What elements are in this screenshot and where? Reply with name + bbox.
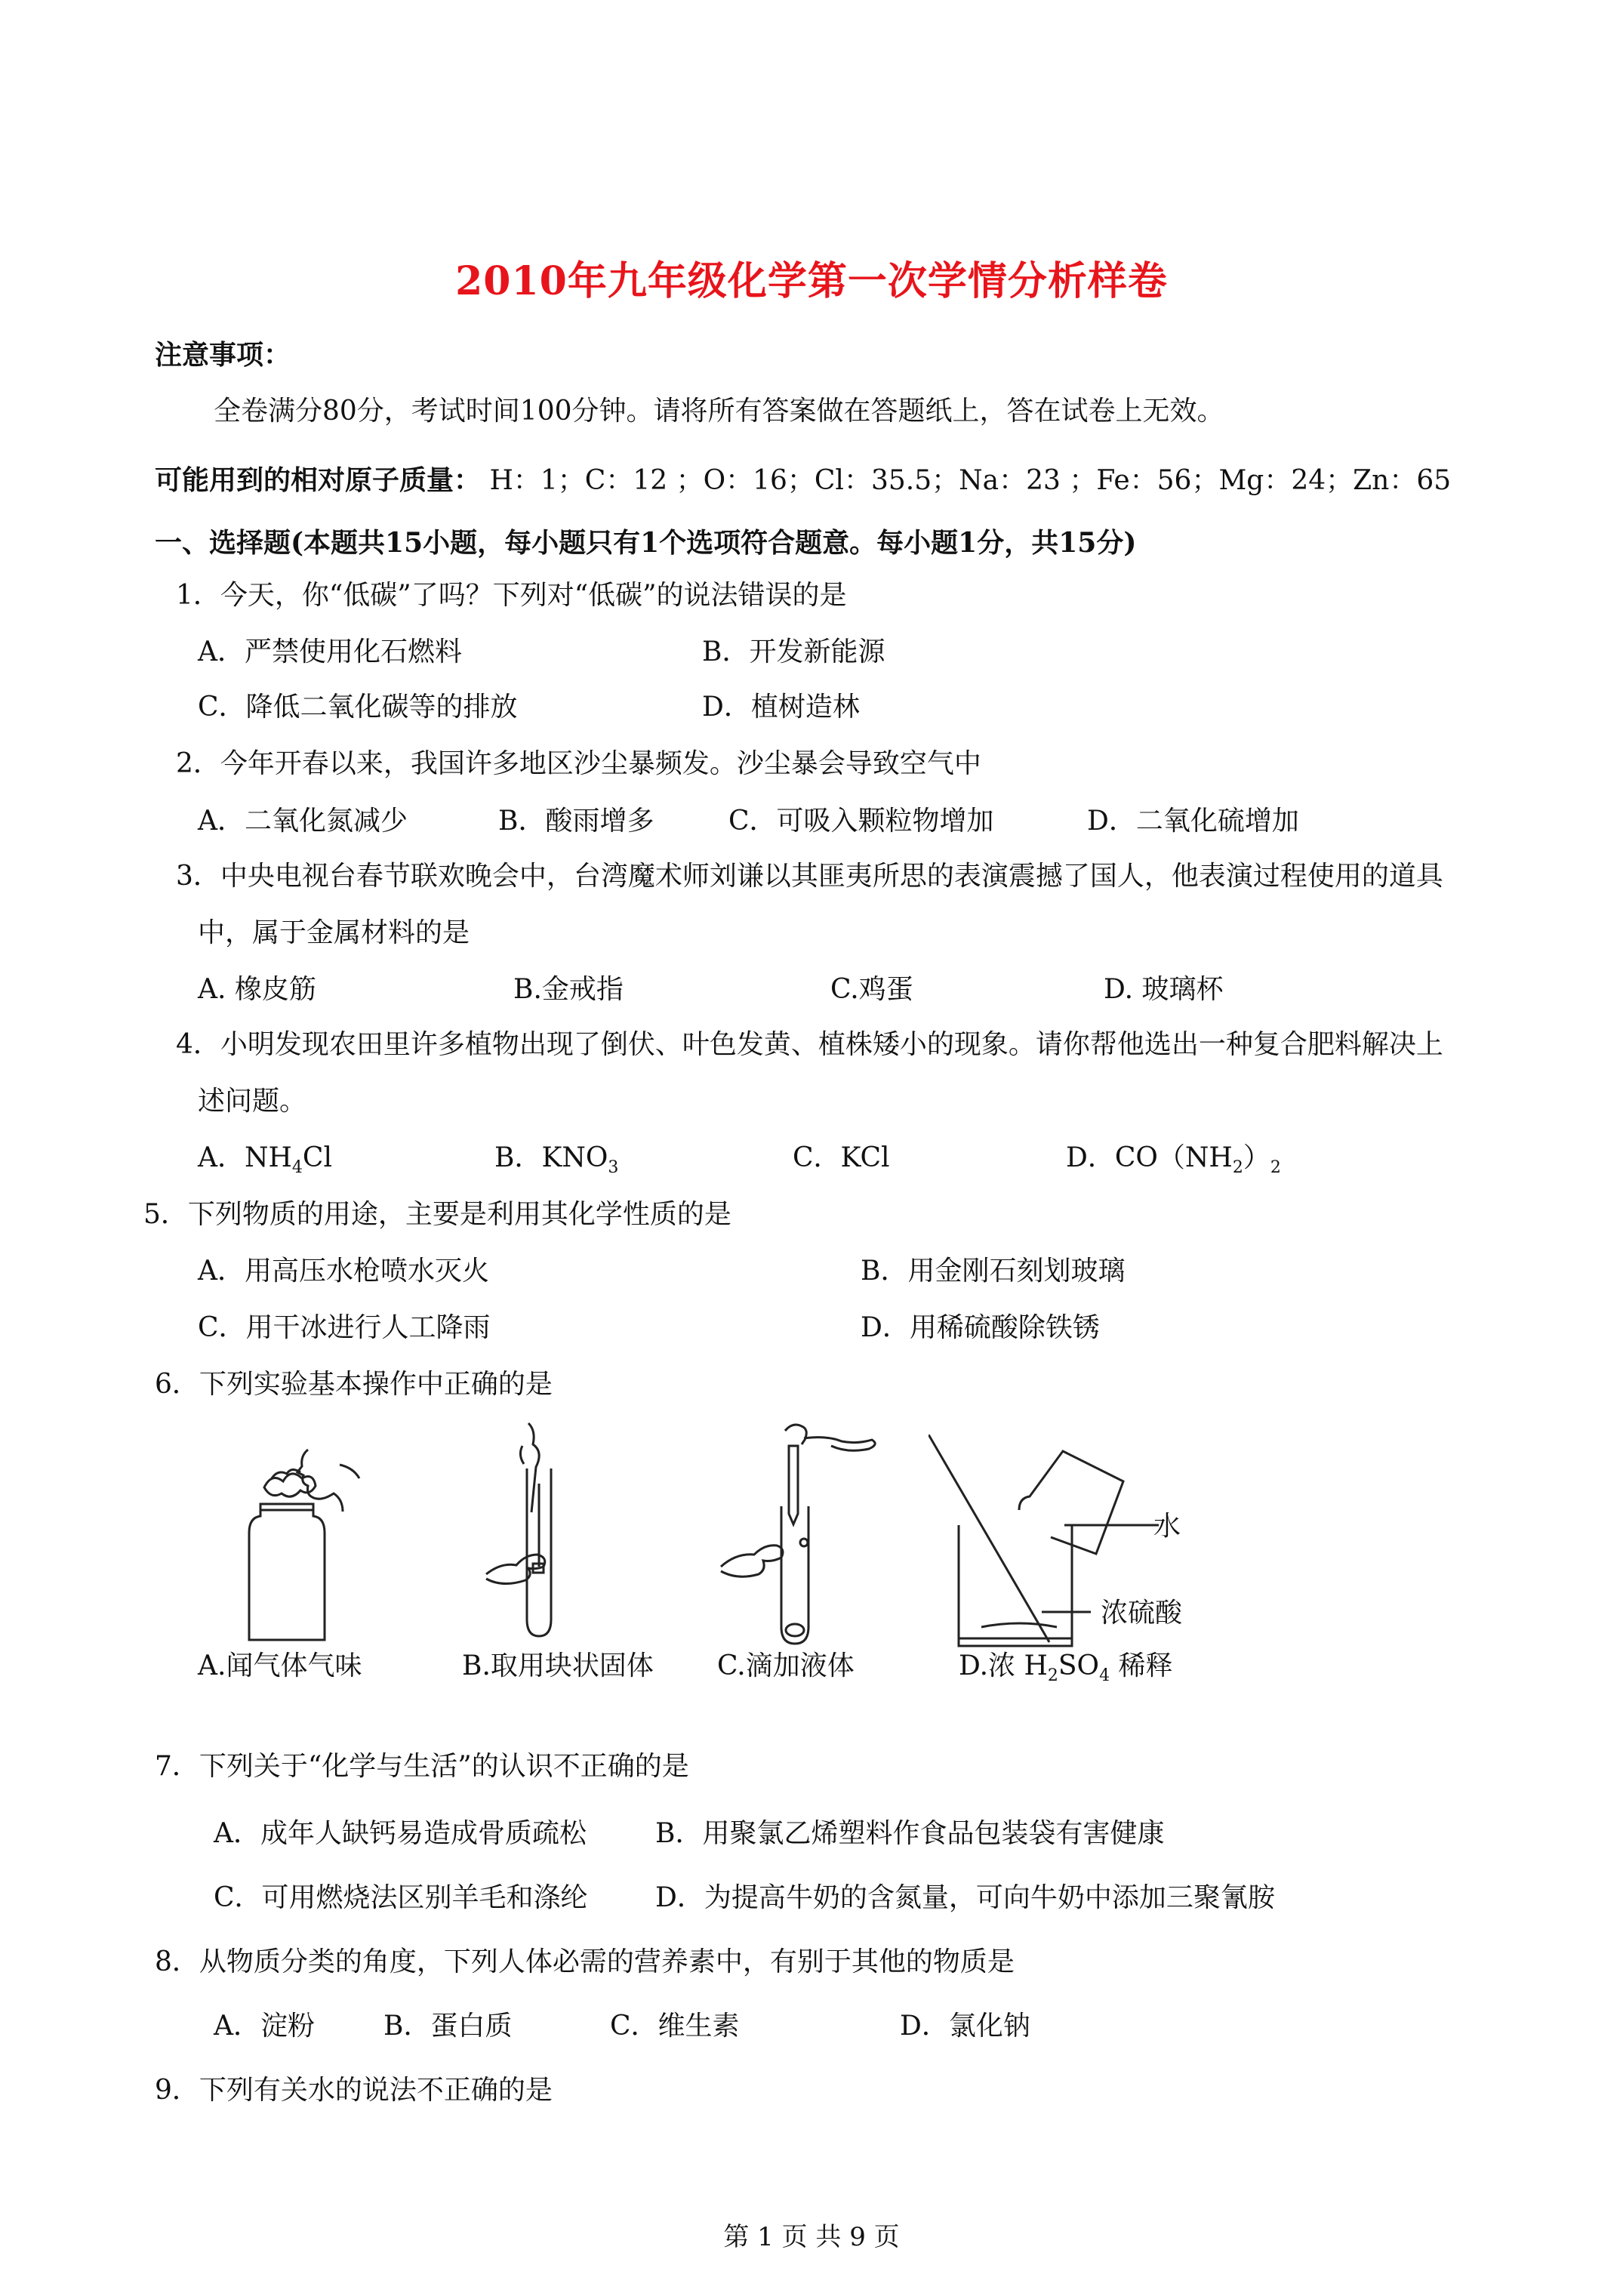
notice-heading: 注意事项：	[155, 339, 291, 371]
q2-option-a: A．二氧化氮减少	[198, 806, 408, 837]
q2-option-d: D．二氧化硫增加	[1087, 806, 1299, 837]
figure-d-label-acid: 浓硫酸	[1101, 1598, 1183, 1629]
q4-option-a: A．$NH_4Cl$	[198, 1142, 332, 1178]
q3-option-b: B.金戒指	[513, 974, 624, 1005]
figure-c-dropper	[713, 1416, 895, 1657]
notice-body: 全卷满分80分，考试时间100分钟。请将所有答案做在答题纸上，答在试卷上无效。	[214, 396, 1224, 427]
q4-option-b: B．$KNO_3$	[494, 1142, 619, 1178]
q7-option-a: A．成年人缺钙易造成骨质疏松	[214, 1818, 587, 1849]
q4-stem-cont: 述问题。	[198, 1086, 307, 1117]
q7-stem: 7．下列关于“化学与生活”的认识不正确的是	[155, 1751, 689, 1782]
atomic-mass-values: H：1；C：12 ；O：16；Cl：35.5；Na：23 ；Fe：56；Mg：24；Zn：65	[489, 465, 1452, 496]
figure-d-caption: D.浓 $H_2SO_4$ 稀释	[959, 1650, 1173, 1686]
figure-a-smelling-gas	[226, 1435, 377, 1646]
q3-stem: 3．中央电视台春节联欢晚会中，台湾魔术师刘谦以其匪夷所思的表演震撼了国人，他表演过程使用的道具	[176, 861, 1443, 892]
atomic-mass-line	[155, 464, 1451, 498]
figure-b-solid-tube	[483, 1416, 589, 1650]
q1-stem: 1．今天，你“低碳”了吗？下列对“低碳”的说法错误的是	[176, 580, 847, 611]
q1-option-c: C．降低二氧化碳等的排放	[198, 692, 518, 723]
q8-option-b: B．蛋白质	[383, 2011, 513, 2042]
q8-option-d: D．氯化钠	[900, 2011, 1030, 2042]
figure-b-caption: B.取用块状固体	[462, 1650, 654, 1681]
q2-option-c: C．可吸入颗粒物增加	[728, 806, 994, 837]
q5-option-c: C．用干冰进行人工降雨	[198, 1312, 491, 1343]
q8-stem: 8．从物质分类的角度，下列人体必需的营养素中，有别于其他的物质是	[155, 1946, 1015, 1977]
atomic-mass-label: 可能用到的相对原子质量：	[155, 464, 482, 496]
q1-option-b: B．开发新能源	[702, 636, 885, 667]
q7-option-d: D．为提高牛奶的含氮量，可向牛奶中添加三聚氰胺	[655, 1882, 1275, 1913]
q5-option-b: B．用金刚石刻划玻璃	[861, 1256, 1126, 1287]
figure-a-caption: A.闻气体气味	[198, 1650, 362, 1681]
q9-stem: 9．下列有关水的说法不正确的是	[155, 2075, 553, 2106]
q5-option-a: A．用高压水枪喷水灭火	[198, 1256, 489, 1287]
page-title: 2010年九年级化学第一次学情分析样卷	[455, 258, 1168, 304]
figure-d-label-water: 水	[1153, 1511, 1181, 1542]
q3-stem-cont: 中，属于金属材料的是	[198, 917, 470, 948]
q8-option-c: C．维生素	[610, 2011, 740, 2042]
q1-option-a: A．严禁使用化石燃料	[198, 636, 462, 667]
q6-stem: 6．下列实验基本操作中正确的是	[155, 1369, 553, 1400]
q5-stem: 5．下列物质的用途，主要是利用其化学性质的是	[143, 1199, 731, 1230]
q7-option-c: C．可用燃烧法区别羊毛和涤纶	[214, 1882, 588, 1913]
q3-option-d: D. 玻璃杯	[1104, 974, 1224, 1005]
section1-heading: 一、选择题(本题共15小题，每小题只有1个选项符合题意。每小题1分，共15分)	[155, 527, 1137, 559]
q4-option-c: C．KCl	[793, 1142, 890, 1173]
q1-option-d: D．植树造林	[702, 692, 860, 723]
q2-option-b: B．酸雨增多	[498, 806, 654, 837]
q3-option-a: A. 橡皮筋	[198, 974, 316, 1005]
q2-stem: 2．今年开春以来，我国许多地区沙尘暴频发。沙尘暴会导致空气中	[176, 748, 981, 779]
q4-stem: 4．小明发现农田里许多植物出现了倒伏、叶色发黄、植株矮小的现象。请你帮他选出一种复合肥料解决上	[176, 1029, 1443, 1060]
q5-option-d: D．用稀硫酸除铁锈	[861, 1312, 1100, 1343]
q4-option-d: D．$CO(NH_2)_2$	[1066, 1142, 1281, 1178]
figure-c-caption: C.滴加液体	[717, 1650, 855, 1681]
page-footer: 第 1 页 共 9 页	[723, 2222, 900, 2252]
q3-option-c: C.鸡蛋	[830, 974, 913, 1005]
q8-option-a: A．淀粉	[214, 2011, 315, 2042]
q7-option-b: B．用聚氯乙烯塑料作食品包装袋有害健康	[655, 1818, 1165, 1849]
